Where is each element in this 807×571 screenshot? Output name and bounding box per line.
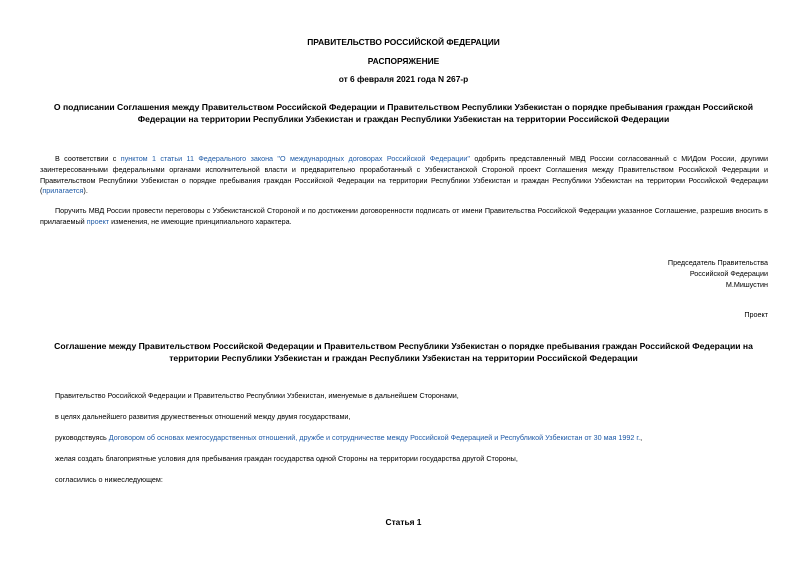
signature-position-line-1: Председатель Правительства	[667, 258, 768, 267]
project-label: Проект	[744, 310, 768, 319]
preamble-guided-by-text: руководствуясь	[55, 433, 109, 442]
order-title-line-2: Федерации на территории Республики Узбекистан и граждан Республики Узбекистан на территории Российской Федерации	[137, 114, 670, 125]
government-heading: ПРАВИТЕЛЬСТВО РОССИЙСКОЙ ФЕДЕРАЦИИ	[307, 37, 500, 47]
order-title	[40, 101, 767, 126]
order-paragraph-1	[40, 154, 768, 197]
paragraph-2-text-end: изменения, не имеющие принципиального характера.	[109, 216, 292, 226]
treaty-link[interactable]: Договором об основах межгосударственных отношений, дружбе и сотрудничестве между Российской Федерацией и Республикой Узбекистан от 30 мая 1992 г.	[108, 433, 641, 442]
paragraph-1-text-start: В соответствии с	[55, 154, 121, 163]
agreement-title-line-2: территории Республики Узбекистан и граждан Республики Узбекистан на территории Российской Федерации	[169, 353, 638, 364]
preamble-guided-by	[55, 433, 768, 444]
agreement-title-line-1: Соглашение между Правительством Российской Федерации и Правительством Республики Узбекистан о порядке пребывания граждан Российской Федерации на	[54, 341, 753, 351]
order-paragraph-2	[40, 206, 768, 228]
preamble-agreed: согласились о нижеследующем:	[55, 475, 163, 484]
signature-position-line-2: Российской Федерации	[689, 269, 768, 278]
preamble-desire: желая создать благоприятные условия для пребывания граждан государства одной Стороны на территории государства другой Стороны,	[55, 454, 518, 463]
paragraph-2-text-start: Поручить МВД России провести переговоры с Узбекистанской Стороной и по достижении договоренности подписать от имени Правительства Российской Федерации указанное Соглашение, разрешив вносить в прилагаемый	[40, 206, 768, 226]
attachment-link[interactable]: прилагается	[42, 186, 84, 196]
signature-name: М.Мишустин	[725, 280, 768, 289]
date-number-heading: от 6 февраля 2021 года N 267-р	[338, 74, 469, 84]
document-type-heading: РАСПОРЯЖЕНИЕ	[367, 56, 440, 66]
order-title-line-1: О подписании Соглашения между Правительством Российской Федерации и Правительством Республики Узбекистан о порядке пребывания граждан Российской	[53, 102, 754, 112]
federal-law-link[interactable]: пунктом 1 статьи 11 Федерального закона "О международных договорах Российской Федерации"	[120, 154, 470, 163]
project-link[interactable]: проект	[86, 216, 110, 226]
article-1-heading: Статья 1	[385, 517, 422, 527]
agreement-title	[40, 340, 767, 365]
preamble-purpose: в целях дальнейшего развития дружественных отношений между двумя государствами,	[55, 412, 351, 421]
preamble-parties: Правительство Российской Федерации и Правительство Республики Узбекистан, именуемые в дальнейшем Сторонами,	[55, 391, 459, 400]
preamble-guided-by-end: ,	[640, 433, 643, 442]
paragraph-1-text-middle: одобрить представленный МВД России согласованный с МИДом России, другими заинтересованными федеральными органами исполнительной власти и предварительно проработанный с Узбекистанской Стороной проект Соглашения между Правительством Российской Федерации и Правительством Республики Узбекистан о порядке пребывания граждан Российской Федерации на территории Республики Узбекистан и граждан Республики Узбекистан на территории Российской Федерации (	[40, 154, 768, 196]
paragraph-1-text-end: ).	[83, 186, 88, 196]
